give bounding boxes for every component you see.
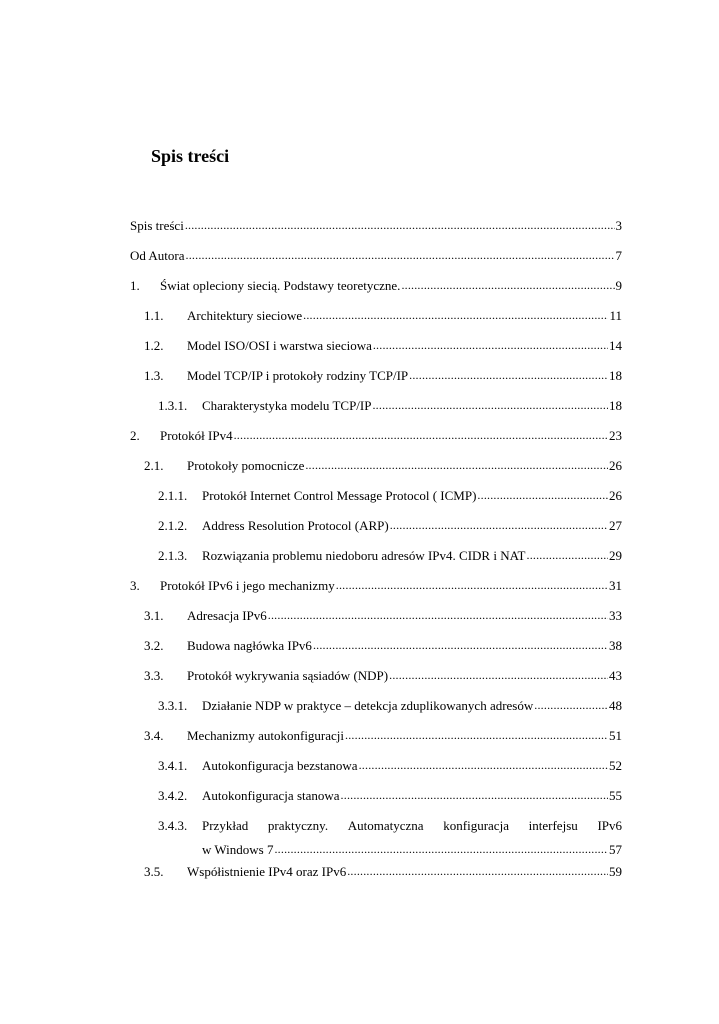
- toc-entry[interactable]: [130, 248, 622, 264]
- toc-page-number: 55: [609, 788, 622, 803]
- toc-page-number: 38: [609, 638, 622, 653]
- toc-page-number: 23: [609, 428, 622, 443]
- toc-leader-dots: [372, 397, 608, 413]
- toc-entry-text: Spis treści: [130, 218, 184, 233]
- toc-entry-text: Protokół IPv6 i jego mechanizmy: [160, 578, 335, 593]
- toc-leader-dots: [389, 667, 608, 683]
- toc-entry-text: Protokół IPv4: [160, 428, 233, 443]
- toc-page-number: 14: [609, 338, 622, 353]
- toc-entry-number: 3.3.: [144, 668, 164, 683]
- toc-entry-number: 1.1.: [144, 308, 164, 323]
- toc-entry-number: 3.4.1.: [158, 758, 188, 773]
- toc-leader-dots: [477, 487, 608, 503]
- toc-entry-text: Charakterystyka modelu TCP/IP: [202, 398, 372, 413]
- toc-entry[interactable]: [130, 368, 622, 384]
- toc-page-number: 29: [609, 548, 622, 563]
- toc-entry-text: w Windows 7: [202, 842, 274, 857]
- toc-entry-text: Autokonfiguracja stanowa: [202, 788, 340, 803]
- toc-entry[interactable]: [130, 338, 622, 354]
- toc-entry-text: Architektury sieciowe: [187, 308, 303, 323]
- toc-entry-number: 2.1.2.: [158, 518, 188, 533]
- toc-entry[interactable]: [130, 864, 622, 880]
- toc-entry-text: Protokół wykrywania sąsiadów (NDP): [187, 668, 389, 683]
- toc-entry-number: 2.1.: [144, 458, 164, 473]
- toc-page-number: 33: [609, 608, 622, 623]
- toc-entry-text: Protokoły pomocnicze: [187, 458, 305, 473]
- toc-leader-dots: [268, 607, 608, 623]
- toc-entry-number: 3.4.3.: [158, 818, 188, 833]
- toc-entry[interactable]: [130, 548, 622, 564]
- toc-entry[interactable]: [130, 218, 622, 234]
- toc-entry-number: 2.1.1.: [158, 488, 188, 503]
- toc-leader-dots: [185, 217, 615, 233]
- toc-leader-dots: [373, 337, 608, 353]
- toc-entry-text: Mechanizmy autokonfiguracji: [187, 728, 345, 743]
- toc-entry-number: 3.4.2.: [158, 788, 188, 803]
- toc-page-number: 9: [615, 278, 622, 293]
- toc-entry-text: Budowa nagłówka IPv6: [187, 638, 312, 653]
- toc-entry-number: 3.: [130, 578, 140, 593]
- toc-entry-text: Od Autora: [130, 248, 185, 263]
- toc-entry-text: Model TCP/IP i protokoły rodziny TCP/IP: [187, 368, 409, 383]
- toc-entry-text-line1: Przykład praktyczny. Automatyczna konfiguracja interfejsu IPv6: [202, 818, 622, 833]
- toc-entry-number: 3.2.: [144, 638, 164, 653]
- toc-entry-text: Address Resolution Protocol (ARP): [202, 518, 389, 533]
- toc-leader-dots: [234, 427, 608, 443]
- toc-page-number: 31: [609, 578, 622, 593]
- toc-entry[interactable]: [130, 788, 622, 804]
- toc-entry-number: 1.: [130, 278, 140, 293]
- toc-entry[interactable]: [130, 608, 622, 624]
- toc-entry[interactable]: [130, 638, 622, 654]
- toc-leader-dots: [303, 307, 608, 323]
- toc-page-number: 18: [609, 368, 622, 383]
- toc-leader-dots: [274, 841, 608, 857]
- toc-entry-number: 2.1.3.: [158, 548, 188, 563]
- toc-leader-dots: [409, 367, 608, 383]
- toc-page-number: 52: [609, 758, 622, 773]
- toc-page-number: 48: [609, 698, 622, 713]
- toc-entry[interactable]: [130, 758, 622, 774]
- toc-entry-text: Protokół Internet Control Message Protocol ( ICMP): [202, 488, 477, 503]
- toc-entry-number: 1.2.: [144, 338, 164, 353]
- toc-entry-number: 3.3.1.: [158, 698, 188, 713]
- toc-leader-dots: [390, 517, 608, 533]
- toc-page-number: 57: [609, 842, 622, 857]
- toc-entry[interactable]: [130, 698, 622, 714]
- toc-leader-dots: [401, 277, 614, 293]
- toc-entry[interactable]: [130, 428, 622, 444]
- toc-entry-number: 1.3.1.: [158, 398, 188, 413]
- toc-leader-dots: [305, 457, 608, 473]
- toc-page-number: 26: [609, 488, 622, 503]
- toc-entry-number: 2.: [130, 428, 140, 443]
- toc-entry[interactable]: [130, 488, 622, 504]
- page-title: Spis treści: [151, 146, 230, 166]
- toc-entry[interactable]: [130, 578, 622, 594]
- toc-leader-dots: [345, 727, 608, 743]
- toc-leader-dots: [186, 247, 615, 263]
- toc-entry[interactable]: [130, 728, 622, 744]
- toc-entry-text: Współistnienie IPv4 oraz IPv6: [187, 864, 347, 879]
- toc-entry-number: 1.3.: [144, 368, 164, 383]
- toc-leader-dots: [347, 863, 608, 879]
- toc-page-number: 59: [609, 864, 622, 879]
- toc-page-number: 26: [609, 458, 622, 473]
- toc-entry[interactable]: [130, 518, 622, 534]
- toc-entry[interactable]: [130, 818, 622, 858]
- toc-entry-number: 3.4.: [144, 728, 164, 743]
- toc-leader-dots: [359, 757, 608, 773]
- toc-entry-number: 3.5.: [144, 864, 164, 879]
- toc-page-number: 7: [615, 248, 622, 263]
- toc-entry-text: Autokonfiguracja bezstanowa: [202, 758, 358, 773]
- toc-entry-text: Adresacja IPv6: [187, 608, 267, 623]
- toc-leader-dots: [313, 637, 608, 653]
- toc-entry-text: Model ISO/OSI i warstwa sieciowa: [187, 338, 372, 353]
- toc-entry-text: Działanie NDP w praktyce – detekcja zduplikowanych adresów: [202, 698, 534, 713]
- toc-leader-dots: [534, 697, 608, 713]
- toc-leader-dots: [341, 787, 608, 803]
- toc-page-number: 27: [609, 518, 622, 533]
- toc-page-number: 43: [609, 668, 622, 683]
- toc-page-number: 11: [609, 308, 622, 323]
- toc-entry[interactable]: [130, 278, 622, 294]
- toc-entry-text: Świat opleciony siecią. Podstawy teoretyczne.: [160, 278, 401, 293]
- toc-entry-text: Rozwiązania problemu niedoboru adresów IPv4. CIDR i NAT: [202, 548, 526, 563]
- toc-leader-dots: [527, 547, 609, 563]
- toc-entry[interactable]: [130, 308, 622, 324]
- toc-entry[interactable]: [130, 398, 622, 414]
- toc-page-number: 51: [609, 728, 622, 743]
- toc-entry-number: 3.1.: [144, 608, 164, 623]
- toc-page-number: 18: [609, 398, 622, 413]
- toc-entry[interactable]: [130, 458, 622, 474]
- toc-entry[interactable]: [130, 668, 622, 684]
- toc-page-number: 3: [615, 218, 622, 233]
- toc-leader-dots: [336, 577, 608, 593]
